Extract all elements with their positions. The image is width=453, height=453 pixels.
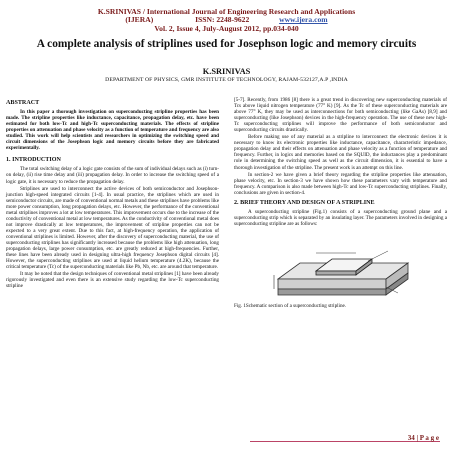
stripline-schematic <box>268 231 418 301</box>
header-line-1: K.SRINIVAS / International Journal of Engineering Research and Applications <box>97 7 356 16</box>
intro-paragraph-1: The total switching delay of a logic gate consists of the sum of individual delays such as (i) turn-on delay, (ii) rise time delay and (iii) propagation delay. In order to increase the switching speed of a logic gate, it is necessary to reduce the propagation delay. <box>6 166 220 185</box>
header-issn: ISSN: 2248-9622 <box>195 15 250 25</box>
left-column <box>6 97 219 290</box>
ground-plane-front <box>278 289 386 295</box>
section-2-paragraph: A superconducting stripline (Fig.1) consists of a superconducting ground plane and a superconducting strip which is separated by an insulating layer. The parameters involved in designing a superconducting stripline are as follows: <box>234 208 447 227</box>
right-paragraph-2: Before making use of any material as a stripline to interconnect the electronic devices it is necessary to know its electronic properties like inductance, capacitance, characteristic impedance, propagation delay and their effects on attenuation and phase velocity as a function of temperature and frequency. Further, in logics and memories based on the SQUID, the inductances play a predominant role in determining the switching speed as well as the circuit dimension, it is essential to have a thorough investigation of the stripline. The present work is an attempt on this line. <box>234 134 447 171</box>
author-name: K.SRINIVAS <box>202 67 251 76</box>
right-column <box>234 97 447 309</box>
intro-paragraph-3: It may be noted that the design techniques of conventional metal striplines [1] have been already rigorously investigated and even there is an extensive study regarding the low-Tc superconducting stripline <box>6 271 219 290</box>
right-paragraph-1: [5-7]. Recently, from 1986 [8] there is a great trend in discovering new superconducting materials of Tcs above liquid nitrogen temperature (77° K) [9]. As the Tc of these superconducting materials are above 77° K, they may be used as interconnections for both semiconducting (like GaAs) [8,9] and superconducting (like Josephson) devices in the high-frequency operation. The use of these new high-Tc superconducting striplines will improve the performance of both semiconductor and superconducting circuits drastically. <box>234 97 447 134</box>
insulator-front-face <box>278 279 386 289</box>
author-affiliation: DEPARTMENT OF PHYSICS, GMR INSTITUTE OF TECHNOLOGY, RAJAM-532127,A.P ,INDIA <box>105 77 348 83</box>
stripline-figure <box>268 231 418 301</box>
right-paragraph-3: In section-2 we have given a brief theory regarding the stripline properties like attenuation, phase velocity, etc. In section-3 we have shown how these parameters vary with temperature and frequency. A comparison is also made between high-Tc and low-Tc superconducting striplines. Finally, conclusions are given in section-4. <box>234 171 447 196</box>
header-url-link[interactable]: www.ijera.com <box>279 15 328 25</box>
journal-header <box>0 8 453 33</box>
label-leader-strip <box>368 251 388 261</box>
introduction-heading: 1. INTRODUCTION <box>6 157 61 164</box>
abstract-heading: ABSTRACT <box>6 100 40 106</box>
strip-front <box>316 271 356 275</box>
figure-caption: Fig. 1Schematic section of a superconducting stripline. <box>234 302 347 309</box>
paper-title: A complete analysis of striplines used for Josephson logic and memory circuits <box>36 38 417 50</box>
abstract-text: In this paper a thorough investigation on superconducting stripline properties has been made. The stripline properties like inductance, capacitance, propagation delay, etc. have been estimated for both low-Tc and high-Tc superconducting materials. The effects of stripline properties on attenuation and phase velocity as a function of temperature and frequency are also studied. This work will help scientists and researchers in optimizing the switching speed and circuit dimensions of the Josephson logic and memory circuits before they are fabricated experimentally. <box>6 109 219 152</box>
section-2-heading: 2. BRIEF THEORY AND DESIGN OF A STRIPLINE <box>234 199 375 206</box>
header-line-3: Vol. 2, Issue 4, July-August 2012, pp.034-040 <box>154 23 299 33</box>
header-journal-abbrev: (IJERA) <box>125 15 154 25</box>
intro-paragraph-2: Striplines are used to interconnect the active devices of both semiconductor and Josephson-junction high-speed integrated circuits [1-4]. In usual practice, the striplines which are used in semiconductor circuits, are made of conventional normal metals and these striplines have problems like more power consumption, long propagation delays, etc. However, the performance of the conventional metal striplines improves a lot at low temperatures. This improvement occurs due to the increase of the conductivity of conventional metal at low temperatures. As the conductivity of conventional metal does not improve drastically at low temperatures, the improvement of stripline properties can not be expected to a very great extent. Due to this fact, at high-frequency operation, the application of conventional striplines is limited. However, after the discovery of superconducting material, the use of superconducting striplines has significantly increased because the problems like high attenuation, long propagation delays, large power consumption, etc. are greatly reduced at high-frequencies. Further, these lines have been already used in designing ultra-high frequency Josephson digital circuits [4]. However, the superconducting striplines are used at liquid helium temperature (4.2K), because the critical temperature (Tc) of the superconducting materials like Pb, Nb, etc. are around that temperature. <box>6 185 219 271</box>
page-number: 34 | P a g e <box>407 434 439 442</box>
